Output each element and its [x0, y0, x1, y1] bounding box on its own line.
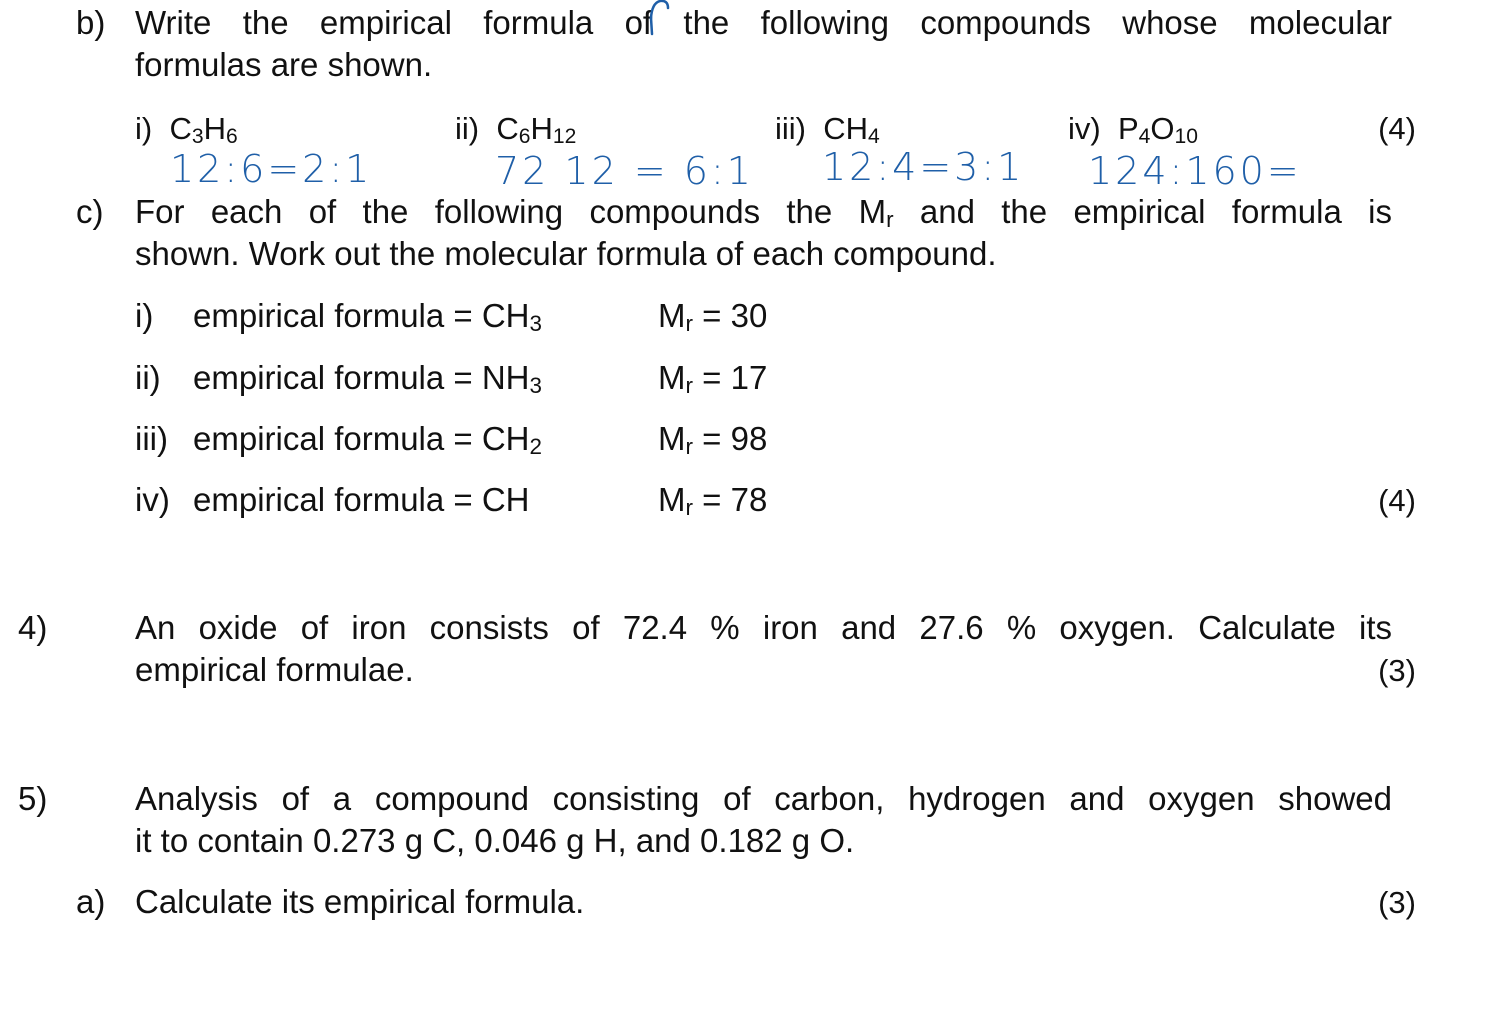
formula-subscript: 4 [868, 124, 880, 148]
formula-subscript: 4 [1138, 124, 1151, 148]
relative-molecular-mass: Mr = 30 [658, 297, 768, 337]
empirical-formula: empirical formula = CH3 [193, 297, 542, 337]
part-label-a: a) [76, 883, 106, 920]
handwritten-answer-1: 12:6=2:1 [170, 147, 373, 191]
question-3b-text-line2: formulas are shown. [135, 46, 433, 83]
part-label-c: c) [76, 193, 104, 230]
relative-molecular-mass: Mr = 98 [658, 420, 768, 460]
formula-subscript: 12 [552, 124, 577, 148]
formula-element: P [1117, 111, 1139, 146]
formula-element: H [203, 111, 226, 146]
formula-item-2 [455, 113, 576, 147]
relative-molecular-mass: Mr = 17 [658, 359, 768, 399]
empirical-formula: empirical formula = NH3 [193, 359, 542, 399]
formula-item-number: iii) [775, 111, 806, 146]
marks-4: (3) [1378, 653, 1416, 688]
question-5-text-line2: it to contain 0.273 g C, 0.046 g H, and 0.182 g O. [135, 822, 855, 859]
marks-5a: (3) [1378, 885, 1416, 920]
formula-subscript: 3 [191, 124, 204, 148]
handwritten-answer-3: 12:4=3:1 [822, 145, 1025, 189]
question-number-4: 4) [18, 609, 48, 646]
marks-3c: (4) [1378, 483, 1416, 518]
question-3c-text-line1: For each of the following compounds the Mr and the empirical formula is [135, 193, 1392, 233]
handwritten-answer-2: 72 12 = 6:1 [495, 149, 754, 193]
question-4-text-line1: An oxide of iron consists of 72.4 % iron and 27.6 % oxygen. Calculate its [135, 609, 1392, 646]
formula-element: O [1150, 111, 1175, 146]
formula-subscript: 6 [518, 124, 531, 148]
formula-element: H [530, 111, 553, 146]
question-number-5: 5) [18, 780, 48, 817]
empirical-formula: empirical formula = CH2 [193, 420, 542, 460]
formula-item-1 [135, 113, 238, 147]
formula-element: C [496, 111, 519, 146]
formula-element: C [169, 111, 192, 146]
question-3c-item-number: i) [135, 297, 154, 334]
question-5-text-line1: Analysis of a compound consisting of carbon, hydrogen and oxygen showed [135, 780, 1392, 817]
question-3c-item-number: iii) [135, 420, 168, 457]
marks-3b: (4) [1378, 111, 1416, 146]
formula-item-number: iv) [1068, 111, 1101, 146]
formula-item-number: i) [135, 111, 153, 146]
relative-molecular-mass: Mr = 78 [658, 481, 768, 521]
formula-item-4 [1068, 113, 1198, 147]
question-3c-text-line2: shown. Work out the molecular formula of each compound. [135, 235, 997, 272]
formula-element: CH [823, 111, 869, 146]
part-label-b: b) [76, 4, 106, 41]
question-3c-item-number: ii) [135, 359, 161, 396]
formula-subscript: 6 [225, 124, 238, 148]
question-3c-item-number: iv) [135, 481, 170, 518]
question-3b-text-line1: Write the empirical formula of the following compounds whose molecular [135, 4, 1392, 41]
formula-item-number: ii) [455, 111, 480, 146]
formula-item-3 [775, 113, 880, 147]
empirical-formula: empirical formula = CH [193, 481, 530, 518]
formula-subscript: 10 [1174, 124, 1198, 148]
question-4-text-line2: empirical formulae. [135, 651, 414, 688]
question-5a-text: Calculate its empirical formula. [135, 883, 585, 920]
handwritten-answer-4: 124:160= [1088, 149, 1302, 193]
